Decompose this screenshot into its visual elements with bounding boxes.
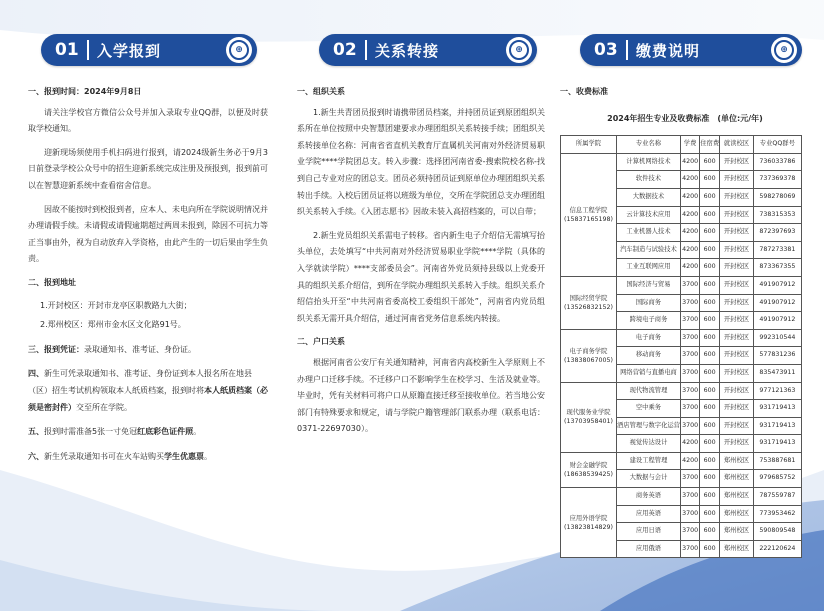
table-row bbox=[561, 488, 802, 506]
table-cell: 4200 bbox=[680, 259, 699, 277]
table-cell: 空中乘务 bbox=[616, 400, 680, 418]
table-cell: 3700 bbox=[680, 294, 699, 312]
table-cell: 491907912 bbox=[753, 276, 801, 294]
column-header: 所属学院 bbox=[561, 136, 617, 154]
table-cell: 600 bbox=[700, 206, 720, 224]
paragraph: 迎新现场须使用手机扫码进行报到，请2024级新生务必于9月3日前登录学校公众号中的招生迎新系统完成注册及预报到，报到前可以在智慧迎新系统中查看宿舍信息。 bbox=[28, 147, 268, 190]
table-cell: 600 bbox=[700, 259, 720, 277]
table-cell: 软件技术 bbox=[616, 171, 680, 189]
table-cell: 工业互联网应用 bbox=[616, 259, 680, 277]
table-cell: 738315353 bbox=[753, 206, 801, 224]
table-cell: 992310544 bbox=[753, 329, 801, 347]
table-cell: 酒店管理与数字化运营 bbox=[616, 417, 680, 435]
table-header-row bbox=[561, 136, 802, 154]
table-cell: 600 bbox=[700, 153, 720, 171]
table-cell: 598278069 bbox=[753, 188, 801, 206]
table-cell: 视觉传达设计 bbox=[616, 435, 680, 453]
table-cell: 600 bbox=[700, 294, 720, 312]
item-credentials: 三、报到凭证：录取通知书、准考证、身份证。 bbox=[28, 344, 196, 354]
table-cell: 开封校区 bbox=[720, 347, 754, 365]
panel-transfer bbox=[297, 34, 545, 445]
table-cell: 计算机网络技术 bbox=[616, 153, 680, 171]
table-cell: 3700 bbox=[680, 312, 699, 330]
table-cell: 建设工程管理 bbox=[616, 452, 680, 470]
table-cell: 4200 bbox=[680, 206, 699, 224]
table-cell: 开封校区 bbox=[720, 206, 754, 224]
table-cell: 3700 bbox=[680, 276, 699, 294]
department-name: 现代服务业学院 bbox=[566, 409, 611, 417]
table-cell: 开封校区 bbox=[720, 329, 754, 347]
panel-fees bbox=[560, 34, 810, 558]
table-cell: 开封校区 bbox=[720, 312, 754, 330]
subsection-title: 一、组织关系 bbox=[297, 87, 345, 96]
department-cell bbox=[561, 276, 617, 329]
table-cell: 3700 bbox=[680, 523, 699, 541]
table-cell: 3700 bbox=[680, 470, 699, 488]
table-cell: 3700 bbox=[680, 417, 699, 435]
column-header: 专业QQ群号 bbox=[753, 136, 801, 154]
department-phone: (13526832152) bbox=[564, 303, 613, 311]
table-cell: 开封校区 bbox=[720, 400, 754, 418]
department-phone: (13823814829) bbox=[564, 523, 613, 531]
header-divider bbox=[87, 40, 89, 60]
section-body bbox=[297, 84, 545, 438]
section-header bbox=[319, 34, 537, 66]
column-header: 住宿费 bbox=[700, 136, 720, 154]
address-line: 1.开封校区：开封市龙亭区职教路九大街； bbox=[40, 300, 192, 310]
table-cell: 600 bbox=[700, 540, 720, 558]
department-phone: (18638539425) bbox=[564, 470, 613, 478]
header-divider bbox=[626, 40, 628, 60]
table-cell: 737369378 bbox=[753, 171, 801, 189]
table-cell: 应用日语 bbox=[616, 523, 680, 541]
department-phone: (13703958401) bbox=[564, 418, 613, 426]
table-cell: 736033786 bbox=[753, 153, 801, 171]
column-header: 专业名称 bbox=[616, 136, 680, 154]
table-cell: 开封校区 bbox=[720, 276, 754, 294]
table-cell: 600 bbox=[700, 171, 720, 189]
department-name: 应用外语学院 bbox=[569, 514, 608, 522]
table-cell: 应用俄语 bbox=[616, 540, 680, 558]
section-number: 01 bbox=[55, 40, 79, 60]
table-cell: 600 bbox=[700, 488, 720, 506]
table-cell: 大数据与会计 bbox=[616, 470, 680, 488]
department-cell bbox=[561, 488, 617, 558]
table-row bbox=[561, 382, 802, 400]
table-cell: 4200 bbox=[680, 241, 699, 259]
header-divider bbox=[365, 40, 367, 60]
table-cell: 3700 bbox=[680, 505, 699, 523]
department-phone: (15837165198) bbox=[564, 215, 613, 223]
table-cell: 931719413 bbox=[753, 417, 801, 435]
school-emblem-icon: ⊕ bbox=[226, 37, 252, 63]
table-cell: 3700 bbox=[680, 540, 699, 558]
subsection-title: 二、报到地址 bbox=[28, 277, 76, 287]
school-emblem-icon: ⊕ bbox=[506, 37, 532, 63]
department-name: 财会金融学院 bbox=[569, 461, 608, 469]
table-cell: 商务英语 bbox=[616, 488, 680, 506]
table-cell: 600 bbox=[700, 400, 720, 418]
section-header bbox=[580, 34, 802, 66]
table-cell: 600 bbox=[700, 523, 720, 541]
table-cell: 787273381 bbox=[753, 241, 801, 259]
table-cell: 4200 bbox=[680, 153, 699, 171]
table-cell: 600 bbox=[700, 452, 720, 470]
table-cell: 开封校区 bbox=[720, 364, 754, 382]
table-cell: 600 bbox=[700, 224, 720, 242]
table-cell: 4200 bbox=[680, 171, 699, 189]
table-cell: 开封校区 bbox=[720, 417, 754, 435]
table-cell: 600 bbox=[700, 470, 720, 488]
section-title: 入学报到 bbox=[97, 41, 162, 60]
table-cell: 491907912 bbox=[753, 294, 801, 312]
department-name: 电子商务学院 bbox=[569, 347, 608, 355]
table-cell: 600 bbox=[700, 382, 720, 400]
table-cell: 国际经济与贸易 bbox=[616, 276, 680, 294]
table-cell: 云计算技术应用 bbox=[616, 206, 680, 224]
table-cell: 汽车制造与试验技术 bbox=[616, 241, 680, 259]
table-cell: 开封校区 bbox=[720, 435, 754, 453]
table-cell: 3700 bbox=[680, 329, 699, 347]
section-header bbox=[41, 34, 257, 66]
table-cell: 222120624 bbox=[753, 540, 801, 558]
table-cell: 3700 bbox=[680, 488, 699, 506]
table-cell: 787559787 bbox=[753, 488, 801, 506]
table-cell: 电子商务 bbox=[616, 329, 680, 347]
paragraph: 根据河南省公安厅有关通知精神，河南省内高校新生入学原则上不办理户口迁移手续。不迁移户口不影响学生在校学习、生活及就业等。毕业时，凭有关材料可将户口从原籍直接迁移至接收单位。若当地公安部门有特殊要求和规定，请与学院户籍管理部门联系办理（联系电话：0371-22697030）。 bbox=[297, 357, 545, 434]
table-cell: 郑州校区 bbox=[720, 523, 754, 541]
table-cell: 872397693 bbox=[753, 224, 801, 242]
table-cell: 郑州校区 bbox=[720, 540, 754, 558]
table-cell: 移动商务 bbox=[616, 347, 680, 365]
department-name: 信息工程学院 bbox=[569, 206, 608, 214]
table-cell: 4200 bbox=[680, 452, 699, 470]
table-cell: 3700 bbox=[680, 400, 699, 418]
table-cell: 753887681 bbox=[753, 452, 801, 470]
table-cell: 773953462 bbox=[753, 505, 801, 523]
table-cell: 600 bbox=[700, 188, 720, 206]
table-cell: 开封校区 bbox=[720, 382, 754, 400]
table-cell: 979685752 bbox=[753, 470, 801, 488]
paragraph: 2.新生党员组织关系需电子转移。省内新生电子介绍信无需填写抬头单位，去处填写“中共河南对外经济贸易职业学院****学院（具体的入学就读学院）****支部委员会”。河南省外党员须持县级以上党委开具的组织关系介绍信，到所在学院办理组织关系转入手续。组织关系介绍信抬头开至“中共河南省委高校工委组织干部处”，河南省内党员组织关系无需开具介绍信，通过河南省党务信息系统内转接。 bbox=[297, 230, 545, 323]
table-row bbox=[561, 276, 802, 294]
table-row bbox=[561, 329, 802, 347]
table-cell: 开封校区 bbox=[720, 188, 754, 206]
department-phone: (13838067005) bbox=[564, 356, 613, 364]
table-cell: 开封校区 bbox=[720, 259, 754, 277]
table-cell: 600 bbox=[700, 312, 720, 330]
paragraph: 请关注学校官方微信公众号并加入录取专业QQ群，以便及时获取学校通知。 bbox=[28, 107, 268, 134]
section-body bbox=[28, 84, 268, 465]
section-title: 缴费说明 bbox=[636, 41, 701, 60]
table-cell: 大数据技术 bbox=[616, 188, 680, 206]
table-cell: 应用英语 bbox=[616, 505, 680, 523]
column-header: 就读校区 bbox=[720, 136, 754, 154]
table-cell: 600 bbox=[700, 435, 720, 453]
department-cell bbox=[561, 452, 617, 487]
table-cell: 3700 bbox=[680, 364, 699, 382]
table-cell: 郑州校区 bbox=[720, 470, 754, 488]
table-row bbox=[561, 452, 802, 470]
department-name: 国际经贸学院 bbox=[569, 294, 608, 302]
table-title: 2024年招生专业及收费标准 (单位:元/年) bbox=[607, 113, 763, 123]
table-row bbox=[561, 153, 802, 171]
table-cell: 现代物流管理 bbox=[616, 382, 680, 400]
table-cell: 郑州校区 bbox=[720, 452, 754, 470]
table-cell: 600 bbox=[700, 329, 720, 347]
item-photos: 五、报到时需准备5张一寸免冠红底彩色证件照。 bbox=[28, 427, 202, 437]
table-cell: 600 bbox=[700, 364, 720, 382]
table-cell: 600 bbox=[700, 417, 720, 435]
paragraph: 1.新生共青团员报到时请携带团员档案，并持团员证到原团组织关系所在单位按照中央智慧团建要求办理团组织关系转接手续；团组织关系转接单位名称：河南省省直机关教育厅直属机关河南对外经济贸易职业学院****学院团总支。转入步骤：选择团河南省委-搜索院校名称-找到自己专业对应的团总支。团员必须持团员证到原单位办理团组织关系转出手续。入校后团员证将以班级为单位，交所在学院团总支办理团组织关系转入手续。《入团志愿书》因故未装入高招档案的，可以自带； bbox=[297, 107, 545, 217]
table-cell: 3700 bbox=[680, 382, 699, 400]
subsection-title: 一、收费标准 bbox=[560, 87, 608, 96]
table-cell: 600 bbox=[700, 276, 720, 294]
table-cell: 郑州校区 bbox=[720, 505, 754, 523]
section-title: 关系转接 bbox=[375, 41, 440, 60]
table-cell: 491907912 bbox=[753, 312, 801, 330]
table-cell: 开封校区 bbox=[720, 171, 754, 189]
table-cell: 873367355 bbox=[753, 259, 801, 277]
subsection-title: 二、户口关系 bbox=[297, 337, 345, 347]
table-cell: 577831236 bbox=[753, 347, 801, 365]
fee-table bbox=[560, 135, 802, 558]
panel-enrollment bbox=[28, 34, 268, 473]
table-cell: 跨境电子商务 bbox=[616, 312, 680, 330]
item-train-ticket: 六、新生凭录取通知书可在火车站购买学生优惠票。 bbox=[28, 451, 212, 461]
department-cell bbox=[561, 329, 617, 382]
table-cell: 工业机器人技术 bbox=[616, 224, 680, 242]
table-cell: 国际商务 bbox=[616, 294, 680, 312]
table-cell: 4200 bbox=[680, 188, 699, 206]
paragraph: 因故不能按时到校报到者，应本人、未电向所在学院说明情况并办理请假手续。未请假或请假逾期超过两周未报到，除因不可抗力等正当事由外，视为自动放弃入学资格，由此产生的一切后果由学生负责。 bbox=[28, 204, 268, 264]
table-cell: 4200 bbox=[680, 435, 699, 453]
table-cell: 开封校区 bbox=[720, 224, 754, 242]
school-emblem-icon: ⊕ bbox=[771, 37, 797, 63]
table-cell: 4200 bbox=[680, 224, 699, 242]
table-cell: 网络营销与直播电商 bbox=[616, 364, 680, 382]
table-cell: 开封校区 bbox=[720, 294, 754, 312]
section-number: 03 bbox=[594, 40, 618, 60]
department-cell bbox=[561, 382, 617, 452]
table-cell: 600 bbox=[700, 241, 720, 259]
section-body bbox=[560, 84, 810, 558]
address-line: 2.郑州校区：郑州市金水区文化路91号。 bbox=[40, 320, 186, 330]
subsection-title: 一、报到时间：2024年9月8日 bbox=[28, 87, 142, 96]
table-cell: 977121363 bbox=[753, 382, 801, 400]
table-cell: 600 bbox=[700, 347, 720, 365]
table-cell: 931719413 bbox=[753, 400, 801, 418]
table-cell: 590809548 bbox=[753, 523, 801, 541]
table-cell: 835473911 bbox=[753, 364, 801, 382]
table-cell: 3700 bbox=[680, 347, 699, 365]
section-number: 02 bbox=[333, 40, 357, 60]
table-cell: 600 bbox=[700, 505, 720, 523]
table-cell: 开封校区 bbox=[720, 241, 754, 259]
table-cell: 开封校区 bbox=[720, 153, 754, 171]
column-header: 学费 bbox=[680, 136, 699, 154]
table-cell: 郑州校区 bbox=[720, 488, 754, 506]
item-archive: 四、新生可凭录取通知书、准考证、身份证到本人报名所在地县（区）招生考试机构领取本人纸质档案，报到时将本人纸质档案（必须是密封件）交至所在学院。 bbox=[28, 369, 268, 412]
department-cell bbox=[561, 153, 617, 276]
table-cell: 931719413 bbox=[753, 435, 801, 453]
